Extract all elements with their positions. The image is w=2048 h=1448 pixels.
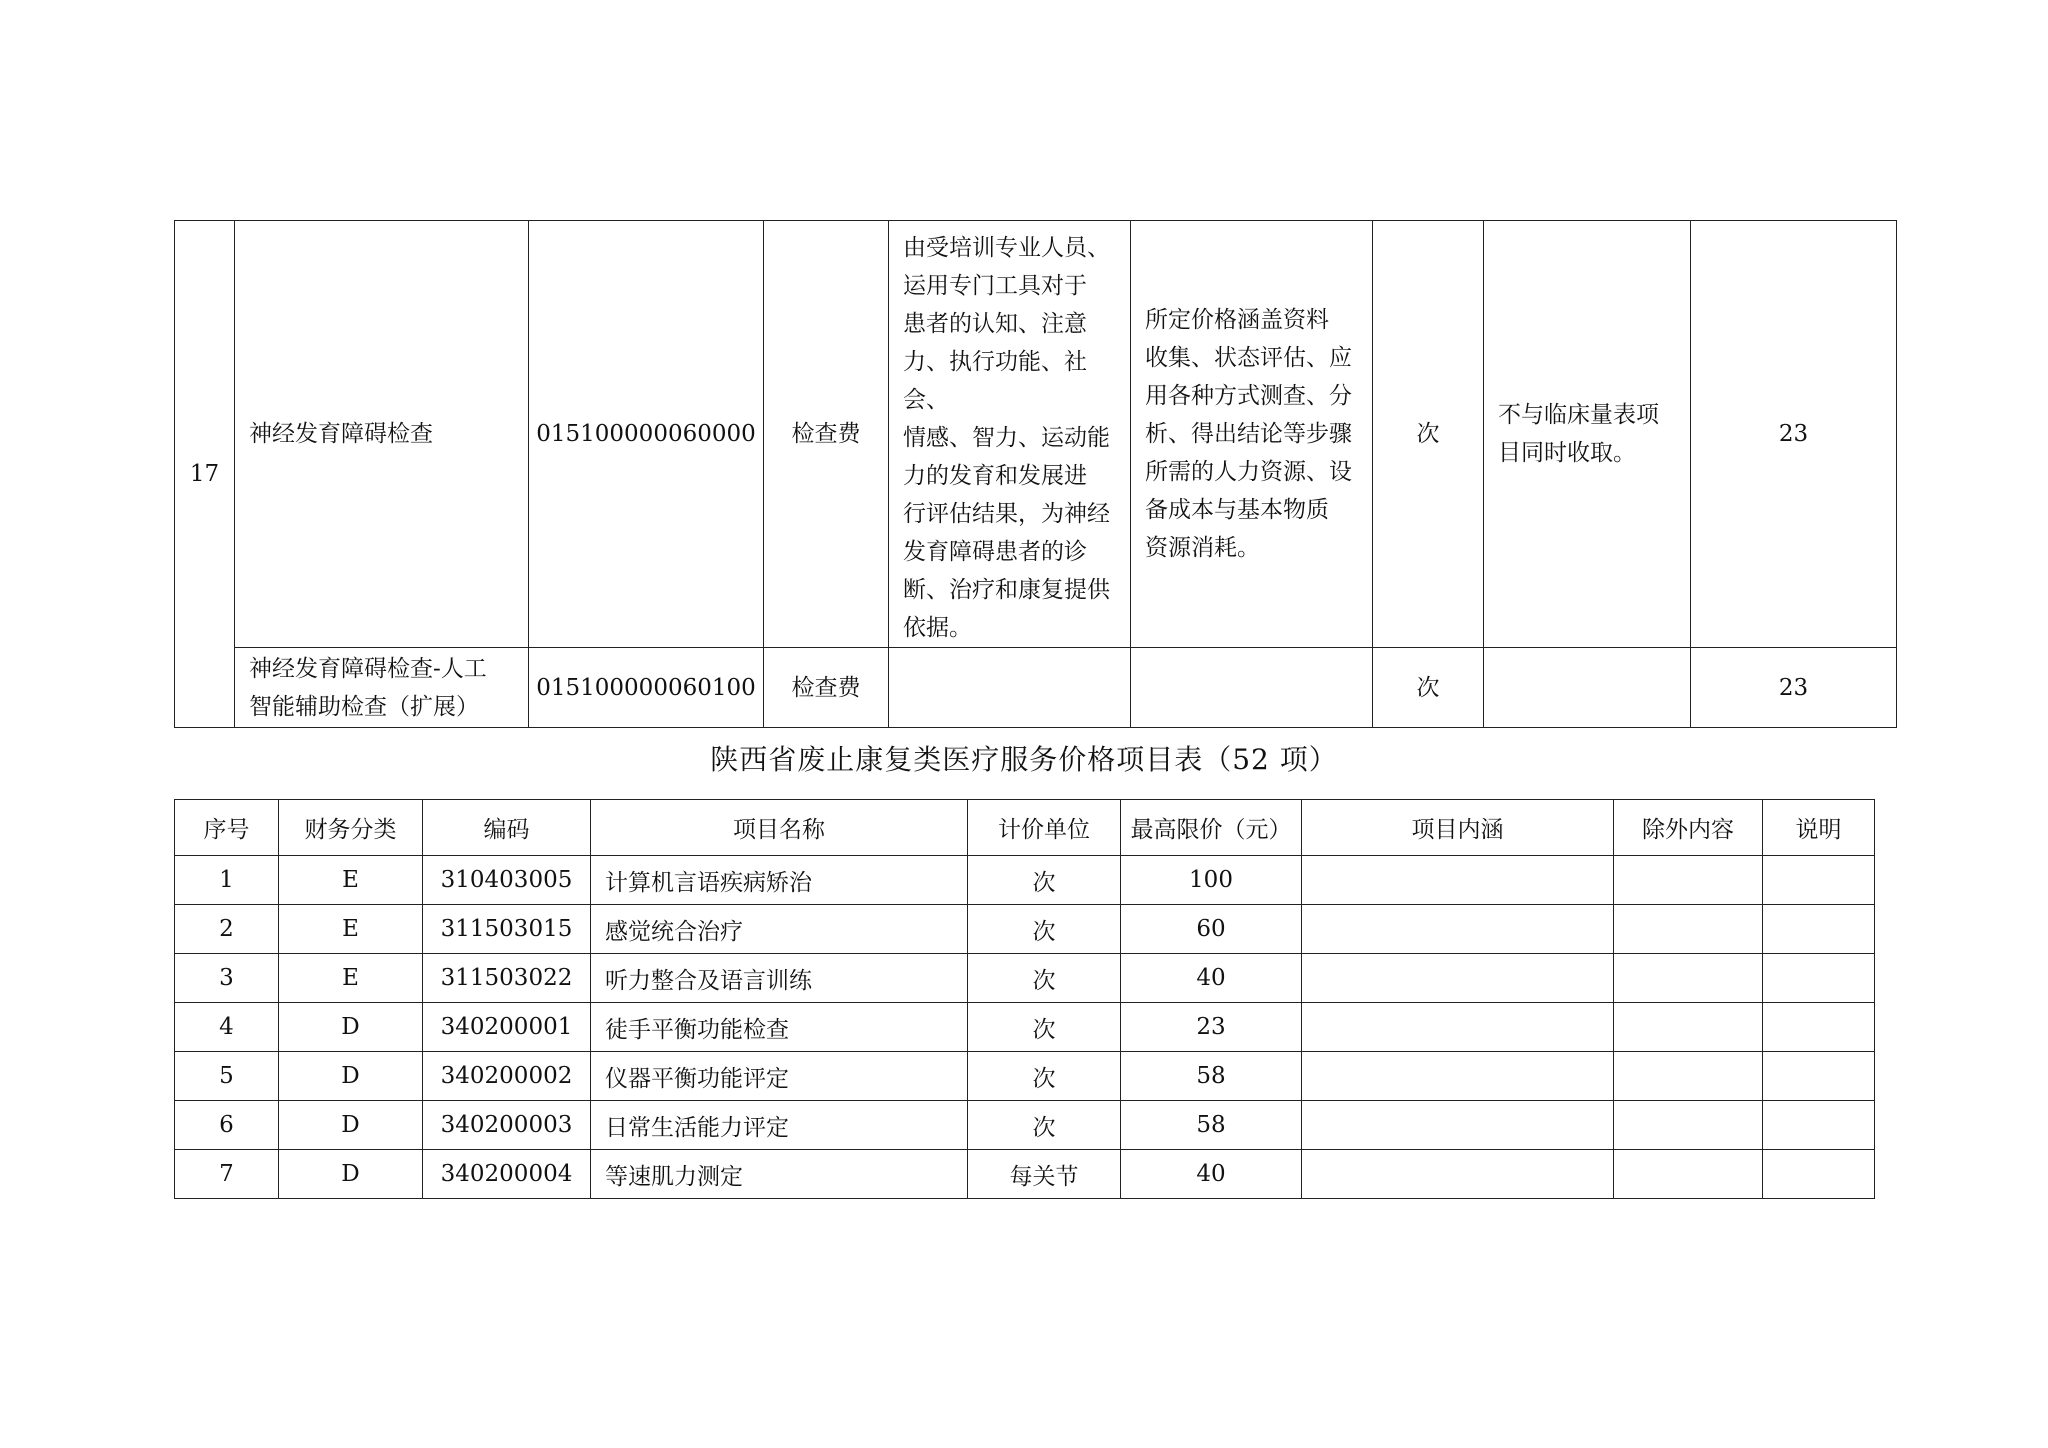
- finance-category: D: [279, 1052, 423, 1101]
- item-connotation: [1302, 954, 1614, 1003]
- table-row: [175, 1150, 1875, 1199]
- finance-category: D: [279, 1101, 423, 1150]
- max-price: 60: [1121, 905, 1302, 954]
- notes: [1763, 954, 1875, 1003]
- item-name: 等速肌力测定: [591, 1150, 968, 1199]
- table-row: [175, 1003, 1875, 1052]
- table-row: [175, 954, 1875, 1003]
- pricing-unit: 次: [968, 1003, 1121, 1052]
- pricing-unit: 次: [1373, 648, 1484, 728]
- item-name: 日常生活能力评定: [591, 1101, 968, 1150]
- item-name: 仪器平衡功能评定: [591, 1052, 968, 1101]
- table-row: [175, 856, 1875, 905]
- item-description: 由受培训专业人员、 运用专门工具对于 患者的认知、注意 力、执行功能、社会、 情感、智力、运动能 力的发育和发展进 行评估结果，为神经 发育障碍患者的诊 断、治疗和康复提供 依据。: [889, 221, 1131, 648]
- table-row: [175, 1101, 1875, 1150]
- table-title: 陕西省废止康复类医疗服务价格项目表（52 项）: [710, 743, 1338, 776]
- price: 23: [1691, 648, 1897, 728]
- exclusion: [1614, 856, 1763, 905]
- finance-category: E: [279, 905, 423, 954]
- exclusion: [1614, 954, 1763, 1003]
- item-code: 340200003: [423, 1101, 591, 1150]
- pricing-unit: 次: [968, 1101, 1121, 1150]
- header-index: 序号: [175, 800, 279, 856]
- max-price: 58: [1121, 1101, 1302, 1150]
- exclusion: [1614, 1150, 1763, 1199]
- exclusion-note: [1484, 648, 1691, 728]
- exclusion: [1614, 1052, 1763, 1101]
- item-connotation: [1302, 1101, 1614, 1150]
- header-unit: 计价单位: [968, 800, 1121, 856]
- item-code: 311503022: [423, 954, 591, 1003]
- max-price: 100: [1121, 856, 1302, 905]
- item-name: 神经发育障碍检查: [235, 221, 529, 648]
- item-connotation: [1302, 856, 1614, 905]
- item-name: 感觉统合治疗: [591, 905, 968, 954]
- finance-category: D: [279, 1003, 423, 1052]
- price-coverage: 所定价格涵盖资料 收集、状态评估、应 用各种方式测查、分 析、得出结论等步骤 所需的人力资源、设 备成本与基本物质 资源消耗。: [1131, 221, 1373, 648]
- item-name: 计算机言语疾病矫治: [591, 856, 968, 905]
- pricing-unit: 次: [968, 905, 1121, 954]
- table-row: [175, 905, 1875, 954]
- item-code: 340200002: [423, 1052, 591, 1101]
- item-name: 听力整合及语言训练: [591, 954, 968, 1003]
- row-index: 5: [175, 1052, 279, 1101]
- continued-price-table: [174, 220, 1897, 728]
- row-index: 2: [175, 905, 279, 954]
- fee-category: 检查费: [764, 648, 889, 728]
- row-index: 6: [175, 1101, 279, 1150]
- table-row: [175, 648, 1897, 728]
- item-code: 310403005: [423, 856, 591, 905]
- pricing-unit: 次: [968, 954, 1121, 1003]
- item-description: [889, 648, 1131, 728]
- row-index: 3: [175, 954, 279, 1003]
- item-code: 340200004: [423, 1150, 591, 1199]
- max-price: 58: [1121, 1052, 1302, 1101]
- header-notes: 说明: [1763, 800, 1875, 856]
- row-index: 17: [175, 221, 235, 728]
- notes: [1763, 905, 1875, 954]
- finance-category: E: [279, 856, 423, 905]
- finance-category: E: [279, 954, 423, 1003]
- item-connotation: [1302, 905, 1614, 954]
- header-connotation: 项目内涵: [1302, 800, 1614, 856]
- notes: [1763, 1101, 1875, 1150]
- price-coverage: [1131, 648, 1373, 728]
- pricing-unit: 次: [968, 1052, 1121, 1101]
- max-price: 40: [1121, 954, 1302, 1003]
- item-code: 340200001: [423, 1003, 591, 1052]
- pricing-unit: 次: [968, 856, 1121, 905]
- header-finance-category: 财务分类: [279, 800, 423, 856]
- max-price: 23: [1121, 1003, 1302, 1052]
- max-price: 40: [1121, 1150, 1302, 1199]
- header-item-name: 项目名称: [591, 800, 968, 856]
- notes: [1763, 1150, 1875, 1199]
- row-index: 4: [175, 1003, 279, 1052]
- notes: [1763, 1003, 1875, 1052]
- abolished-items-table: [174, 799, 1875, 1199]
- row-index: 7: [175, 1150, 279, 1199]
- header-code: 编码: [423, 800, 591, 856]
- exclusion-note: 不与临床量表项 目同时收取。: [1484, 221, 1691, 648]
- table-header-row: [175, 800, 1875, 856]
- price: 23: [1691, 221, 1897, 648]
- table-row: [175, 1052, 1875, 1101]
- item-connotation: [1302, 1052, 1614, 1101]
- item-name: 徒手平衡功能检查: [591, 1003, 968, 1052]
- notes: [1763, 856, 1875, 905]
- fee-category: 检查费: [764, 221, 889, 648]
- table-row: [175, 221, 1897, 648]
- item-code: 015100000060000: [529, 221, 764, 648]
- finance-category: D: [279, 1150, 423, 1199]
- notes: [1763, 1052, 1875, 1101]
- header-max-price: 最高限价（元）: [1121, 800, 1302, 856]
- exclusion: [1614, 1003, 1763, 1052]
- exclusion: [1614, 1101, 1763, 1150]
- item-code: 311503015: [423, 905, 591, 954]
- pricing-unit: 次: [1373, 221, 1484, 648]
- item-connotation: [1302, 1003, 1614, 1052]
- row-index: 1: [175, 856, 279, 905]
- item-name: 神经发育障碍检查-人工 智能辅助检查（扩展）: [235, 648, 529, 728]
- exclusion: [1614, 905, 1763, 954]
- item-connotation: [1302, 1150, 1614, 1199]
- pricing-unit: 每关节: [968, 1150, 1121, 1199]
- header-exclusion: 除外内容: [1614, 800, 1763, 856]
- item-code: 015100000060100: [529, 648, 764, 728]
